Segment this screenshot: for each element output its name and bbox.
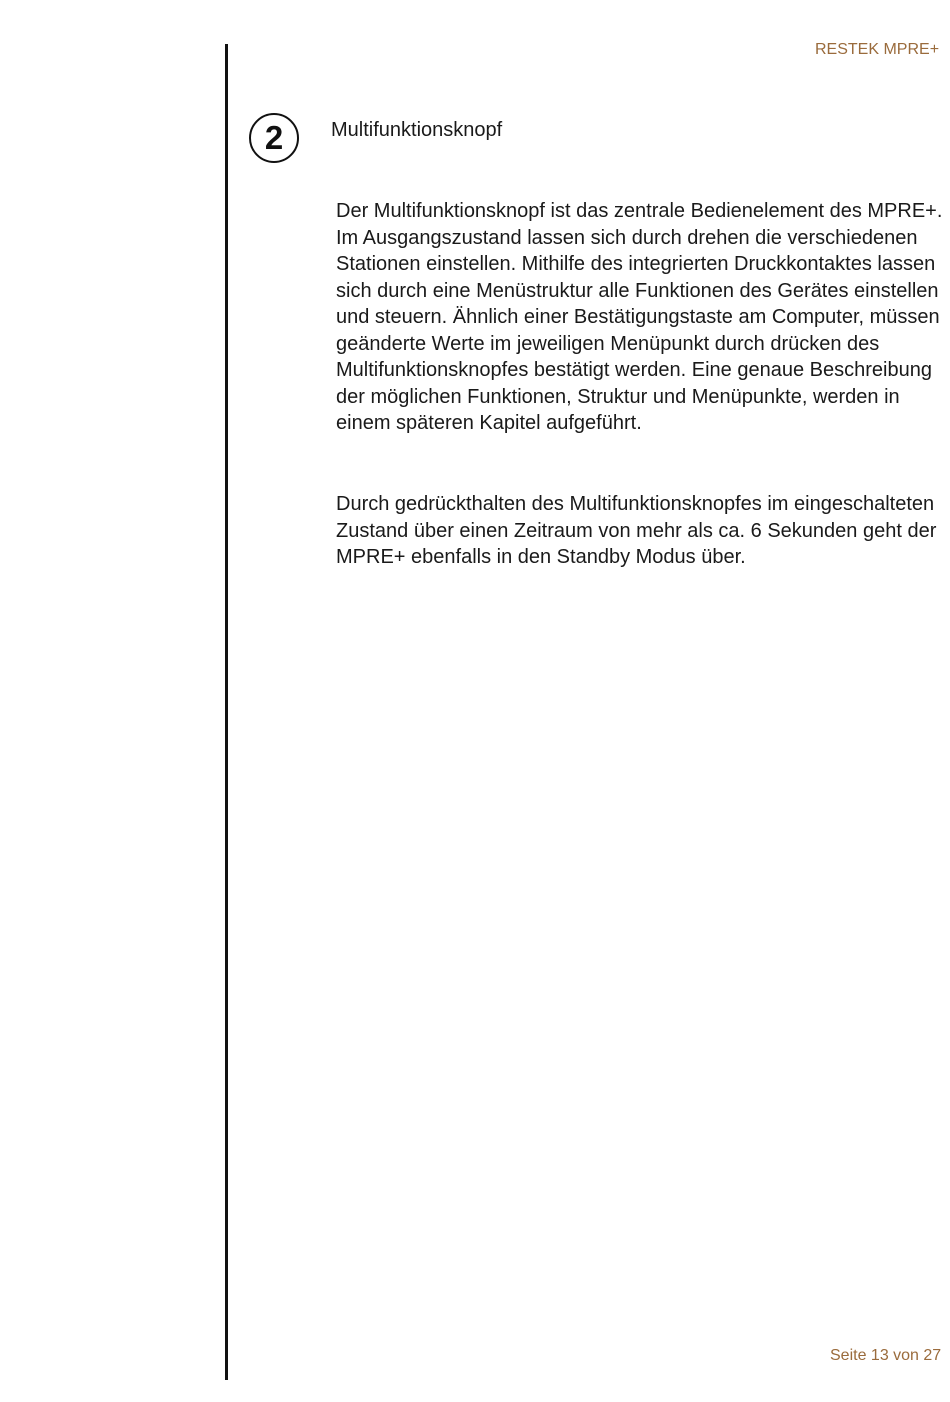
- section-number: 2: [264, 119, 284, 156]
- section-number-badge: [249, 113, 299, 163]
- margin-rule: [225, 44, 228, 1380]
- header-title: RESTEK MPRE+: [815, 41, 940, 58]
- page-number: Seite 13 von 27: [830, 1347, 942, 1364]
- section-title: Multifunktionsknopf: [331, 119, 503, 141]
- body-paragraph: Der Multifunktionsknopf ist das zentrale Bedienelement des MPRE+. Im Ausgangszustand lassen sich durch drehen die verschiedenen Stationen einstellen. Mithilfe des integrierten Druckkontaktes lassen sich durch eine Menüstruktur alle Funktionen des Gerätes einstellen und steuern. Ähnlich einer Bestätigungstaste am Computer, müssen geänderte Werte im jeweiligen Menüpunkt durch drücken des Multifunktionsknopfes bestätigt werden. Eine genaue Beschreibung der möglichen Funktionen, Struktur und Menüpunkte, werden in einem späteren Kapitel aufgeführt.: [336, 200, 943, 434]
- body-paragraph: Durch gedrückthalten des Multifunktionsknopfes im eingeschalteten Zustand über einen Zeitraum von mehr als ca. 6 Sekunden geht der MPRE+ ebenfalls in den Standby Modus über.: [336, 493, 937, 568]
